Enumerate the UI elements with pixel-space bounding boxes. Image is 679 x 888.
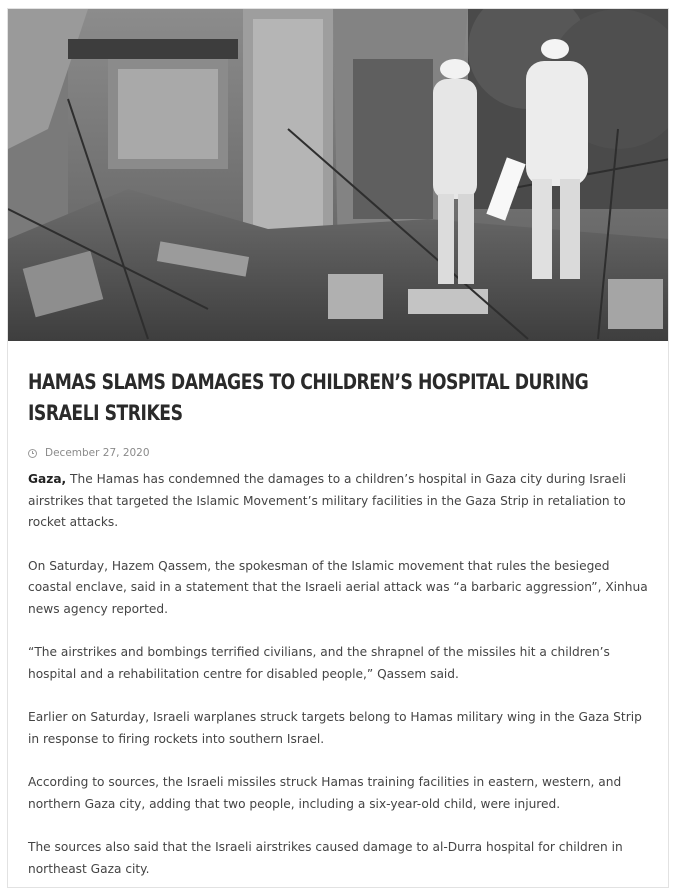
paragraph: On Saturday, Hazem Qassem, the spokesman of the Islamic movement that rules the besieged coastal enclave, said in a statement that the Israeli aerial attack was “a barbaric aggression”, Xinhua news agency reported. bbox=[28, 558, 648, 616]
article-body bbox=[28, 469, 648, 880]
article-title: HAMAS SLAMS DAMAGES TO CHILDREN’S HOSPITAL DURING ISRAELI STRIKES bbox=[28, 370, 589, 425]
article-card bbox=[7, 8, 669, 888]
paragraph: Earlier on Saturday, Israeli warplanes struck targets belong to Hamas military wing in the Gaza Strip in response to firing rockets into southern Israel. bbox=[28, 710, 642, 746]
clock-icon bbox=[28, 449, 37, 458]
rubble-photo bbox=[8, 9, 669, 341]
lead-text: The Hamas has condemned the damages to a children’s hospital in Gaza city during Israeli airstrikes that targeted the Islamic Movement’s military facilities in the Gaza Strip in retaliation to rocket attacks. bbox=[28, 472, 626, 529]
paragraph: “The airstrikes and bombings terrified civilians, and the shrapnel of the missiles hit a children’s hospital and a rehabilitation centre for disabled people,” Qassem said. bbox=[28, 645, 610, 681]
paragraph: The sources also said that the Israeli airstrikes caused damage to al-Durra hospital for children in northeast Gaza city. bbox=[28, 840, 623, 876]
dateline: Gaza, bbox=[28, 472, 67, 486]
lead-paragraph bbox=[28, 469, 648, 534]
article-meta bbox=[28, 445, 648, 461]
hero-image bbox=[8, 9, 669, 341]
paragraph: According to sources, the Israeli missiles struck Hamas training facilities in eastern, western, and northern Gaza city, adding that two people, including a six-year-old child, were injured. bbox=[28, 775, 622, 811]
article-date: December 27, 2020 bbox=[45, 447, 150, 459]
